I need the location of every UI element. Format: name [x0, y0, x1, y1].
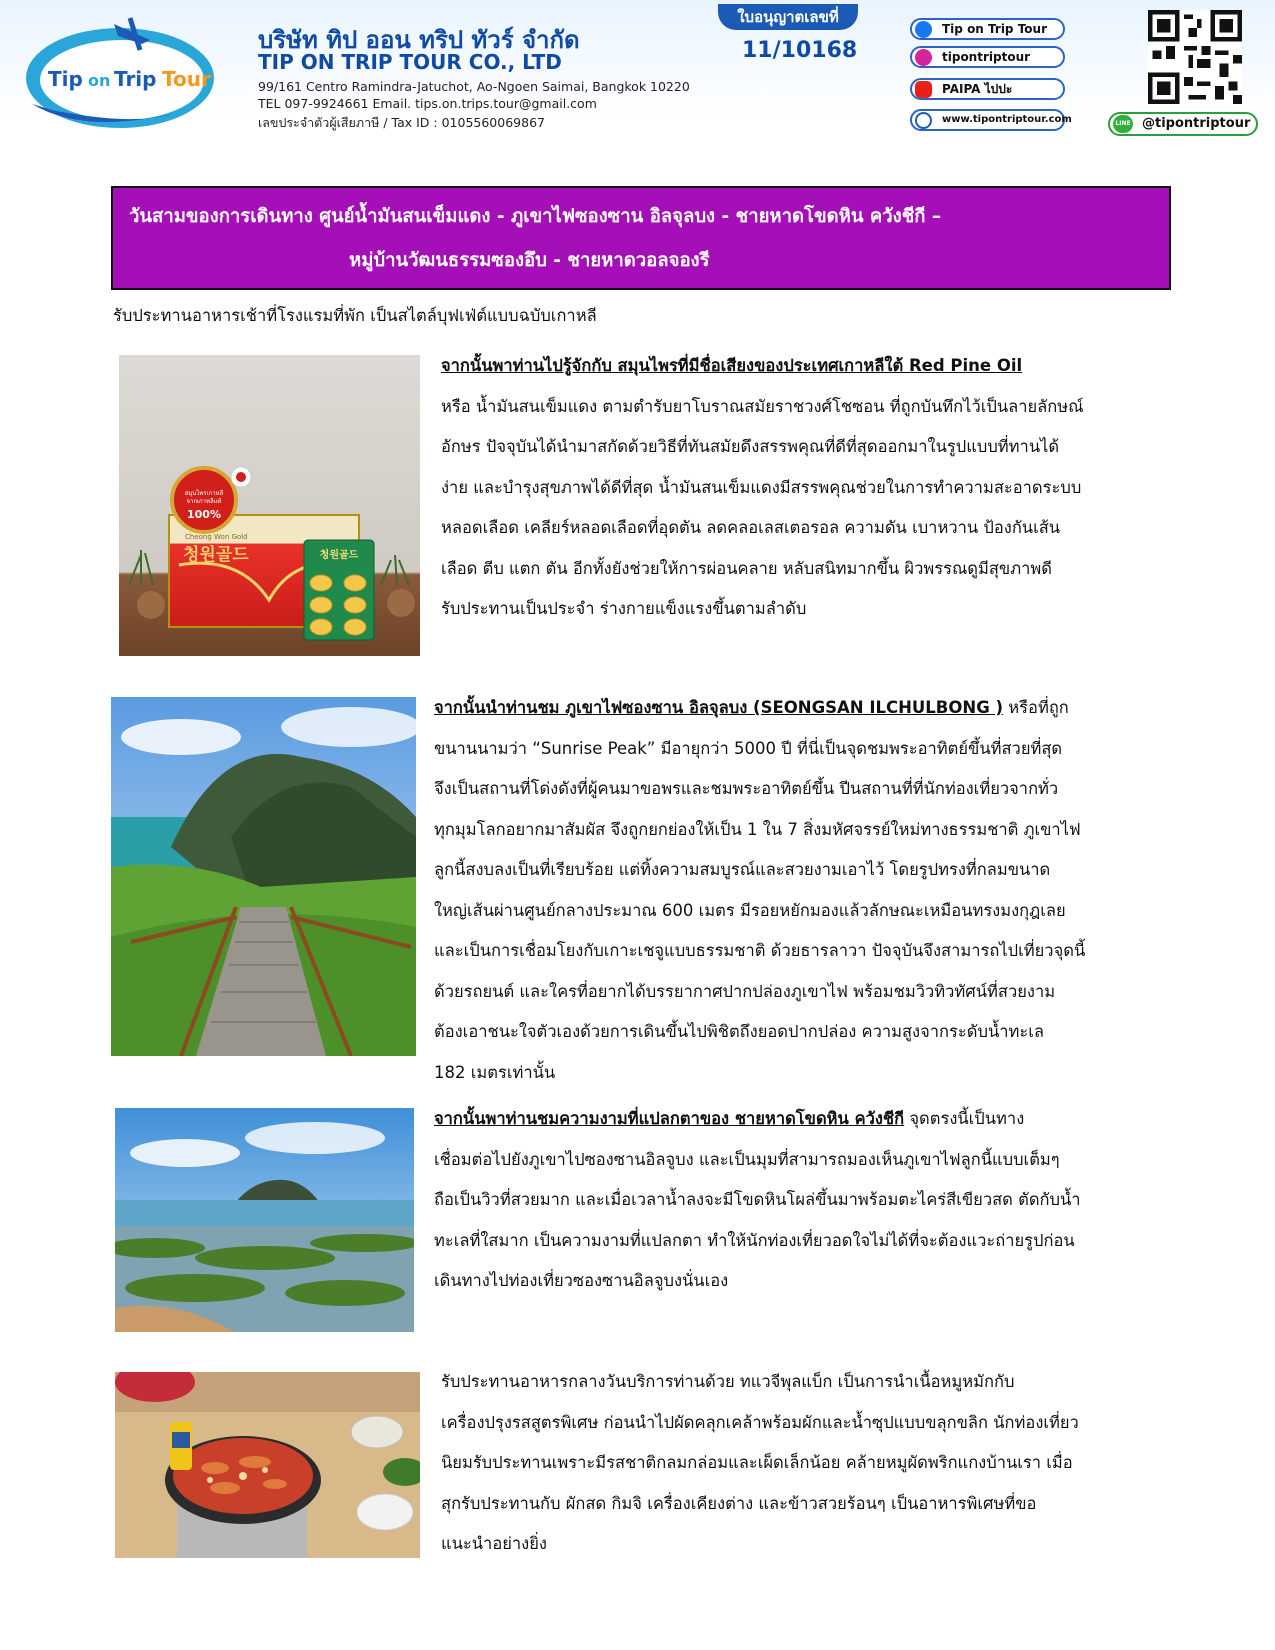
section-2-line-5: ใหญ่เส้นผ่านศูนย์กลางประมาณ 600 เมตร มีรอยหยักมองแล้วลักษณะเหมือนทรงมงกุฎเลย [434, 900, 1066, 920]
lunch-description [441, 1362, 1079, 1565]
instagram-icon [915, 49, 932, 66]
section-1-lead: จากนั้นพาท่านไปรู้จักกับ สมุนไพรที่มีชื่อเสียงของประเทศเกาหลีใต้ Red Pine Oil [441, 356, 1023, 375]
svg-text:Trip: Trip [114, 67, 157, 91]
day-three-banner [111, 186, 1171, 290]
dwaeji-bulgogi-image [115, 1372, 420, 1558]
section-2-line-8: ต้องเอาชนะใจตัวเองด้วยการเดินขึ้นไปพิชิตถึงยอดปากปล่อง ความสูงจากระดับน้ำทะเล [434, 1022, 1044, 1041]
section-4-line-5: แนะนำอย่างยิ่ง [441, 1534, 547, 1553]
svg-text:Tip: Tip [48, 67, 83, 91]
badge-percent: 100% [187, 508, 221, 521]
section-3-lead-tail: จุดตรงนี้เป็นทาง [904, 1109, 1025, 1128]
section-4-line-1: รับประทานอาหารกลางวันบริการท่านด้วย ทแวจีพุลแบ็ก เป็นการนำเนื้อหมูหมักกับ [441, 1372, 1015, 1391]
facebook-link[interactable] [910, 18, 1065, 40]
web-icon [915, 112, 932, 129]
tip-on-trip-logo [22, 14, 218, 134]
section-4-line-4: สุกรับประทานกับ ผักสด กิมจิ เครื่องเคียงต่าง และข้าวสวยร้อนๆ เป็นอาหารพิเศษที่ขอ [441, 1493, 1037, 1513]
instagram-label: tipontriptour [942, 50, 1031, 64]
section-1-line-6: รับประทานเป็นประจำ ร่างกายแข็งแรงขึ้นตามลำดับ [441, 599, 807, 618]
section-3-line-4: เดินทางไปท่องเที่ยวซองซานอิลจูบงนั่นเอง [434, 1271, 729, 1290]
red-pine-oil-product-image [119, 355, 420, 656]
section-2-line-9: 182 เมตรเท่านั้น [434, 1062, 556, 1082]
company-tax-id: เลขประจำตัวผู้เสียภาษี / Tax ID : 0105560069867 [258, 115, 545, 130]
product-brand-kr: 청원골드 [183, 545, 249, 565]
company-name-thai: บริษัท ทิป ออน ทริป ทัวร์ จำกัด [258, 26, 580, 54]
section-3-lead: จากนั้นพาท่านชมความงามที่แปลกตาของ ชายหาดโขดหิน ควังชีกี [434, 1109, 905, 1128]
section-1-line-4: หลอดเลือด เคลียร์หลอดเลือดที่อุดตัน ลดคลอเลสเตอรอล ความดัน เบาหวาน ป้องกันเส้น [441, 518, 1061, 537]
section-1-line-1: หรือ น้ำมันสนเข็มแดง ตามตำรับยาโบราณสมัยราชวงศ์โชซอน ที่ถูกบันทึกไว้เป็นลายลักษณ์ [441, 396, 1084, 416]
product-brand-en: Cheong Won Gold [185, 533, 248, 541]
red-pine-oil-description [441, 346, 1083, 630]
seongsan-ilchulbong-image [111, 697, 416, 1056]
banner-line-2: หมู่บ้านวัฒนธรรมซองอึบ - ชายหาดวอลจองรี [349, 250, 710, 271]
section-1-line-3: ง่าย และบำรุงสุขภาพได้ดีที่สุด น้ำมันสนเข็มแดงมีสรรพคุณช่วยในการทำความสะอาดระบบ [441, 477, 1082, 497]
facebook-icon [915, 21, 932, 38]
section-2-line-3: ทุกมุมโลกอยากมาสัมผัส จึงถูกยกย่องให้เป็น 1 ใน 7 สิ่งมหัศจรรย์ใหม่ทางธรรมชาติ ภูเขาไฟ [434, 819, 1081, 839]
company-contact: TEL 097-9924661 Email. tips.on.trips.tour@gmail.com [258, 96, 597, 111]
section-2-lead: จากนั้นนำท่านชม ภูเขาไฟซองซาน อิลจุลบง (SEONGSAN ILCHULBONG ) [434, 698, 1004, 717]
facebook-label: Tip on Trip Tour [942, 22, 1047, 36]
license-label: ใบอนุญาตเลขที่ [718, 4, 858, 30]
website-link[interactable] [910, 109, 1072, 131]
svg-text:on: on [88, 71, 111, 90]
section-2-line-7: ด้วยรถยนต์ และใครที่อยากได้บรรยากาศปากปล่องภูเขาไฟ พร้อมชมวิวทิวทัศน์ที่สวยงาม [434, 981, 1056, 1001]
section-3-line-2: ถือเป็นวิวที่สวยมาก และเมื่อเวลาน้ำลงจะมีโขดหินโผล่ขึ้นมาพร้อมตะไคร่สีเขียวสด ตัดกับน้ำ [434, 1190, 1081, 1209]
line-link[interactable] [1108, 112, 1258, 136]
badge-line-2: จากเกาหลีแท้ [186, 498, 222, 505]
line-label: @tipontriptour [1142, 116, 1251, 131]
section-2-line-6: และเป็นการเชื่อมโยงกับเกาะเชจูแบบธรรมชาติ ด้วยธารลาวา ปัจจุบันจึงสามารถไปเที่ยวจุดนี้ [434, 941, 1086, 960]
instagram-link[interactable] [910, 46, 1065, 68]
badge-line-1: สมุนไพรเกาหลี [184, 490, 224, 497]
breakfast-note: รับประทานอาหารเช้าที่โรงแรมที่พัก เป็นสไตล์บุฟเฟ่ต์แบบฉบับเกาหลี [113, 306, 597, 325]
section-2-line-4: ลูกนี้สงบลงเป็นที่เรียบร้อย แต่ทิ้งความสมบูรณ์และสวยงามเอาไว้ โดยรูปทรงที่กลมขนาด [434, 860, 1051, 879]
line-icon: LINE [1113, 115, 1133, 133]
youtube-link[interactable] [910, 78, 1065, 100]
section-1-line-5: เลือด ตีบ แตก ตัน อีกทั้งยังช่วยให้การผ่อนคลาย หลับสนิทมากขึ้น ผิวพรรณดูมีสุขภาพดี [441, 558, 1052, 578]
section-3-line-3: ทะเลที่ใสมาก เป็นความงามที่แปลกตา ทำให้นักท่องเที่ยวอดใจไม่ได้ที่จะต้องแวะถ่ายรูปก่อน [434, 1230, 1075, 1250]
qr-code-icon [1148, 10, 1242, 104]
youtube-icon [915, 81, 932, 98]
license-number: 11/10168 [742, 38, 858, 63]
company-name-english: TIP ON TRIP TOUR CO., LTD [258, 50, 562, 74]
section-2-line-1: ขนานนามว่า “Sunrise Peak” มีอายุกว่า 5000 ปี ที่นี่เป็นจุดชมพระอาทิตย์ขึ้นที่สวยที่สุด [434, 738, 1063, 758]
website-label: www.tipontriptour.com [942, 114, 1072, 125]
section-4-line-2: เครื่องปรุงรสสูตรพิเศษ ก่อนนำไปผัดคลุกเคล้าพร้อมผักและน้ำซุปแบบขลุกขลิก นักท่องเที่ยว [441, 1412, 1079, 1432]
company-address: 99/161 Centro Ramindra-Jatuchot, Ao-Ngoen Saimai, Bangkok 10220 [258, 79, 690, 94]
section-2-line-2: จึงเป็นสถานที่โด่งดังที่ผู้คนมาขอพรและชมพระอาทิตย์ขึ้น ปีนสถานที่ที่นักท่องเที่ยวจากทั่ว [434, 779, 1059, 798]
gwangchigi-beach-image [115, 1108, 414, 1332]
letterhead [0, 0, 1275, 140]
gwangchigi-description [434, 1099, 1081, 1302]
seongsan-description [434, 688, 1085, 1093]
section-3-line-1: เชื่อมต่อไปยังภูเขาไปซองซานอิลจูบง และเป็นมุมที่สามารถมองเห็นภูเขาไฟลูกนี้แบบเต็มๆ [434, 1149, 1060, 1169]
section-4-line-3: นิยมรับประทานเพราะมีรสชาติกลมกล่อมและเผ็ดเล็กน้อย คล้ายหมูผัดพริกแกงบ้านเรา เมื่อ [441, 1453, 1073, 1472]
youtube-label: PAIPA ไปปะ [942, 82, 1013, 96]
section-1-line-2: อักษร ปัจจุบันได้นำมาสกัดด้วยวิธีที่ทันสมัยดึงสรรพคุณที่ดีที่สุดออกมาในรูปแบบที่ทานได้ [441, 437, 1060, 456]
section-2-lead-tail: หรือที่ถูก [1003, 698, 1069, 717]
svg-text:Tour: Tour [162, 67, 211, 91]
banner-line-1: วันสามของการเดินทาง ศูนย์น้ำมันสนเข็มแดง - ภูเขาไฟซองซาน อิลจุลบง - ชายหาดโขดหิน ควังชีกี – [129, 206, 942, 227]
product-pack-label: 청원골드 [319, 550, 359, 561]
